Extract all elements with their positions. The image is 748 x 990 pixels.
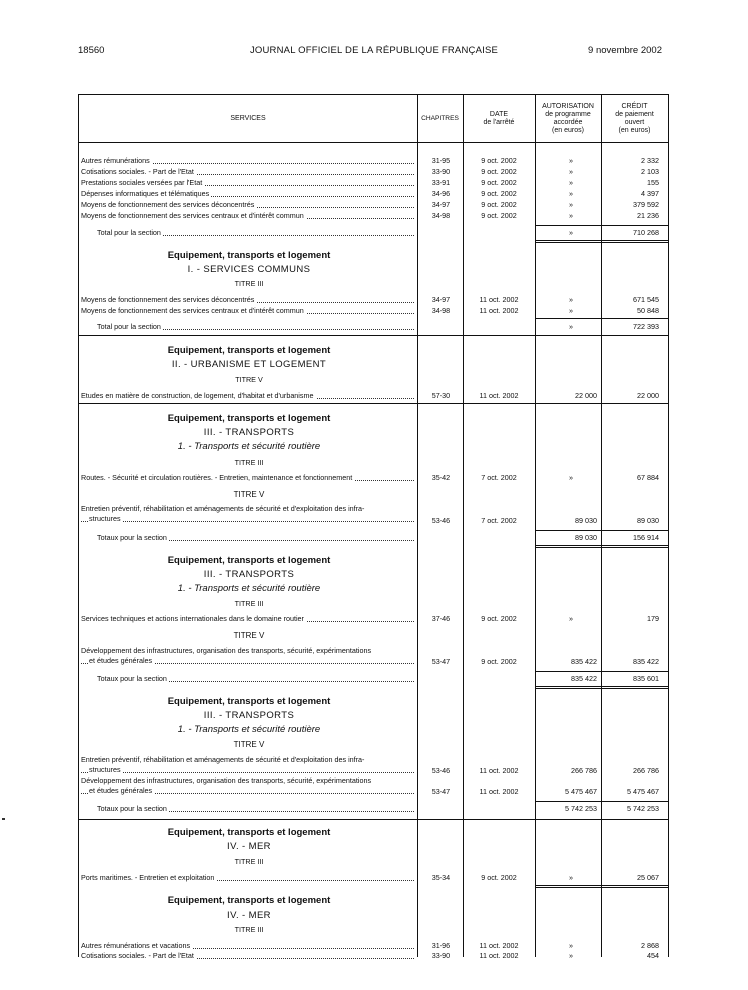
ministry-heading: Equipement, transports et logement xyxy=(167,250,331,261)
total-row: Total pour la section » 710 268 xyxy=(97,228,659,237)
subsection-heading: 1. - Transports et sécurité routière xyxy=(177,583,321,594)
ministry-heading: Equipement, transports et logement xyxy=(167,827,331,838)
col-header-credit: CRÉDIT de paiement ouvert (en euros) xyxy=(615,103,654,134)
table-row: Cotisations sociales. - Part de l'Etat 33-90 9 oct. 2002 » 2 103 xyxy=(81,167,659,176)
table-row: Cotisations sociales. - Part de l'Etat 33-90 11 oct. 2002 » 454 xyxy=(81,951,659,960)
section-heading: II. - URBANISME ET LOGEMENT xyxy=(171,359,327,370)
titre-heading: TITRE V xyxy=(235,375,263,384)
table-row: Autres rémunérations et vacations 31-96 11 oct. 2002 » 2 868 xyxy=(81,941,659,950)
section-heading: III. - TRANSPORTS xyxy=(203,710,295,721)
section-heading: III. - TRANSPORTS xyxy=(203,569,295,580)
ministry-heading: Equipement, transports et logement xyxy=(167,345,331,356)
section-heading: III. - TRANSPORTS xyxy=(203,427,295,438)
ministry-heading: Equipement, transports et logement xyxy=(167,413,331,424)
table-row: Moyens de fonctionnement des services déconcentrés 34-97 11 oct. 2002 » 671 545 xyxy=(81,295,659,304)
issue-date: 9 novembre 2002 xyxy=(588,45,662,56)
ministry-heading: Equipement, transports et logement xyxy=(167,696,331,707)
ministry-heading: Equipement, transports et logement xyxy=(167,555,331,566)
subsection-heading: 1. - Transports et sécurité routière xyxy=(177,724,321,735)
total-row: Totaux pour la section 835 422 835 601 xyxy=(97,674,659,683)
table-row: Développement des infrastructures, organisation des transports, sécurité, expérimentations et études générales xyxy=(81,646,414,666)
table-row-values: 53-46 7 oct. 2002 89 030 89 030 xyxy=(431,516,659,525)
table-row-values: 53-46 11 oct. 2002 266 786 266 786 xyxy=(431,766,659,775)
total-row: Totaux pour la section 5 742 253 5 742 253 xyxy=(97,804,659,813)
subsection-heading: 1. - Transports et sécurité routière xyxy=(177,441,321,452)
titre-heading: TITRE III xyxy=(234,279,264,288)
ministry-heading: Equipement, transports et logement xyxy=(167,895,331,906)
header-separator xyxy=(79,142,669,143)
table-row: Ports maritimes. - Entretien et exploitation 35-34 9 oct. 2002 » 25 067 xyxy=(81,873,659,882)
titre-heading: TITRE III xyxy=(234,458,264,467)
journal-title: JOURNAL OFFICIEL DE LA RÉPUBLIQUE FRANÇAISE xyxy=(249,45,499,56)
table-row: Routes. - Sécurité et circulation routières. - Entretien, maintenance et fonctionnement 35-42 7 oct. 2002 » 67 884 xyxy=(81,473,659,482)
titre-heading: TITRE V xyxy=(233,740,265,749)
table-row: Dépenses informatiques et télématiques 34-96 9 oct. 2002 » 4 397 xyxy=(81,189,659,198)
credits-table xyxy=(78,94,669,960)
table-row: Moyens de fonctionnement des services déconcentrés 34-97 9 oct. 2002 » 379 592 xyxy=(81,200,659,209)
titre-heading: TITRE V xyxy=(233,490,265,499)
titre-heading: TITRE III xyxy=(234,857,264,866)
col-header-date: DATE de l'arrêté xyxy=(483,111,515,126)
table-row: Moyens de fonctionnement des services centraux et d'intérêt commun 34-98 9 oct. 2002 » 21 236 xyxy=(81,211,659,220)
col-header-chapitres: CHAPITRES xyxy=(421,115,459,122)
total-row: Totaux pour la section 89 030 156 914 xyxy=(97,533,659,542)
page-number: 18560 xyxy=(78,45,105,56)
section-heading: I. - SERVICES COMMUNS xyxy=(187,264,311,275)
col-divider xyxy=(463,95,464,957)
table-row: Services techniques et actions internationales dans le domaine routier 37-46 9 oct. 2002 » 179 xyxy=(81,614,659,623)
table-row: Autres rémunérations 31-95 9 oct. 2002 » 2 332 xyxy=(81,156,659,165)
titre-heading: TITRE III xyxy=(234,599,264,608)
section-heading: IV. - MER xyxy=(227,910,271,921)
col-divider xyxy=(668,95,669,957)
section-heading: IV. - MER xyxy=(227,841,271,852)
table-row: Entretien préventif, réhabilitation et aménagements de sécurité et d'exploitation des infra- structures xyxy=(81,504,414,524)
table-row: Moyens de fonctionnement des services centraux et d'intérêt commun 34-98 11 oct. 2002 » 50 848 xyxy=(81,306,659,315)
col-header-services: SERVICES xyxy=(230,115,266,122)
scan-speck xyxy=(2,818,5,820)
titre-heading: TITRE III xyxy=(234,925,264,934)
table-row: Développement des infrastructures, organisation des transports, sécurité, expérimentations et études générales xyxy=(81,776,414,796)
titre-heading: TITRE V xyxy=(233,631,265,640)
table-row-values: 53-47 9 oct. 2002 835 422 835 422 xyxy=(431,657,659,666)
table-row: Prestations sociales versées par l'Etat 33-91 9 oct. 2002 » 155 xyxy=(81,178,659,187)
col-header-autorisation: AUTORISATION de programme accordée (en euros) xyxy=(542,103,594,134)
table-row: Entretien préventif, réhabilitation et aménagements de sécurité et d'exploitation des infra- structures xyxy=(81,755,414,775)
table-row: Etudes en matière de construction, de logement, d'habitat et d'urbanisme 57-30 11 oct. 2002 22 000 22 000 xyxy=(81,391,659,400)
total-row: Total pour la section » 722 393 xyxy=(97,322,659,331)
table-row-values: 53-47 11 oct. 2002 5 475 467 5 475 467 xyxy=(431,787,659,796)
